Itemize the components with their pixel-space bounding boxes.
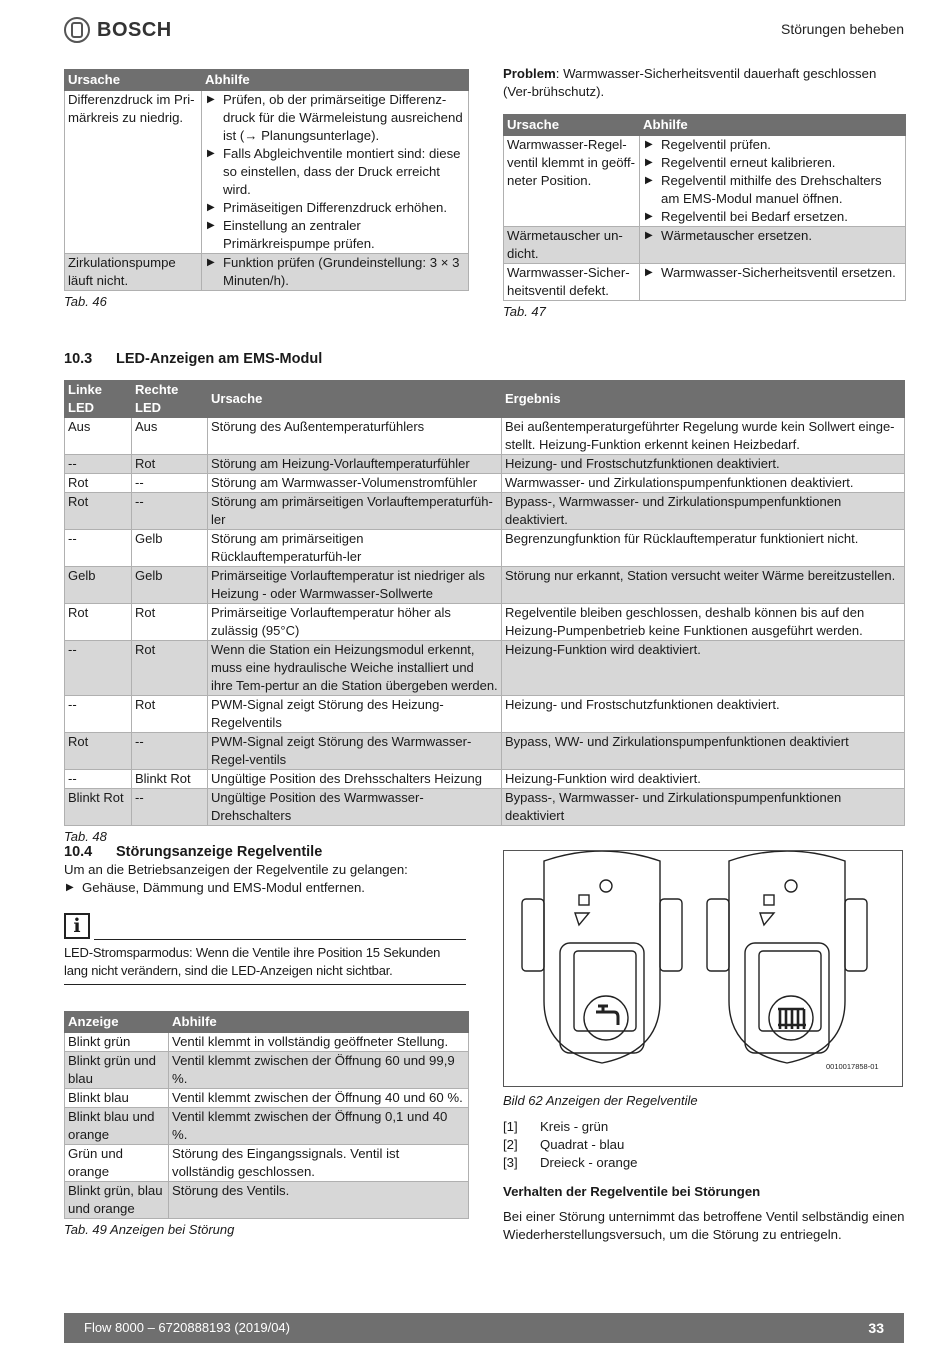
table-row	[504, 227, 906, 264]
tab48-header-left-led: Linke LED	[65, 381, 132, 418]
tab49-block	[64, 1011, 468, 1239]
tab47-block	[503, 114, 905, 321]
valve-figure	[503, 850, 903, 1087]
table-row	[65, 696, 905, 733]
tab49-cell-display: Blinkt grün	[65, 1033, 169, 1052]
legend-item	[503, 1136, 903, 1154]
list-item: ▶ Gehäuse, Dämmung und EMS-Modul entfernen.	[64, 879, 468, 897]
figure-caption: Bild 62 Anzeigen der Regelventile	[503, 1093, 698, 1108]
tab48-cell-cause: PWM-Signal zeigt Störung des Heizung-Regelventils	[208, 696, 502, 733]
tab48-cell-right-led: Rot	[132, 696, 208, 733]
tab48-header-cause: Ursache	[208, 381, 502, 418]
tab48-cell-right-led: Rot	[132, 641, 208, 696]
tab48-cell-left-led: --	[65, 770, 132, 789]
tab48-cell-right-led: Blinkt Rot	[132, 770, 208, 789]
tab48-cell-left-led: Rot	[65, 733, 132, 770]
table-row	[65, 1108, 469, 1145]
list-item: ▶ Funktion prüfen (Grundeinstellung: 3 × 3 Minuten/h).	[205, 254, 465, 290]
tab49-cell-display: Blinkt grün und blau	[65, 1052, 169, 1089]
table-row	[65, 530, 905, 567]
table-row	[65, 493, 905, 530]
table-row	[65, 474, 905, 493]
tab48-cell-left-led: Rot	[65, 493, 132, 530]
legend-number: [1]	[503, 1119, 518, 1134]
list-item: ▶ Regelventil prüfen.	[643, 136, 902, 154]
valve-panel-left	[574, 951, 636, 1031]
tab49-cell-display: Grün und orange	[65, 1145, 169, 1182]
info-icon: i	[64, 913, 90, 939]
tab47-cause: Warmwasser-Sicher-heitsventil defekt.	[504, 264, 640, 301]
valve-drawing	[504, 851, 902, 1086]
tab48-cell-right-led: --	[132, 789, 208, 826]
tab48-cell-left-led: Rot	[65, 474, 132, 493]
tab48-cell-cause: Störung am Warmwasser-Volumenstromfühler	[208, 474, 502, 493]
tab48-cell-cause: Störung am primärseitigen Rücklauftemperaturfüh-ler	[208, 530, 502, 567]
behaviour-title: Verhalten der Regelventile bei Störungen	[503, 1184, 761, 1199]
section-10-4-heading	[64, 843, 468, 861]
tab48-cell-result: Bypass-, Warmwasser- und Zirkulationspumpenfunktionen deaktiviert	[502, 789, 905, 826]
legend-text: Kreis - grün	[540, 1119, 609, 1134]
triangle-indicator	[575, 913, 589, 925]
page-footer	[64, 1313, 904, 1343]
tab48-cell-cause: Störung am primärseitigen Vorlauftemperaturfüh-ler	[208, 493, 502, 530]
list-item: ▶ Regelventil mithilfe des Drehschalters am EMS-Modul manuel öffnen.	[643, 172, 902, 208]
bosch-logo	[64, 16, 172, 44]
tab48-block	[64, 380, 904, 846]
legend-number: [2]	[503, 1137, 518, 1152]
table-row	[65, 1145, 469, 1182]
note-bottom-divider	[64, 984, 466, 985]
tab48-cell-left-led: Aus	[65, 418, 132, 455]
legend-text: Quadrat - blau	[540, 1137, 625, 1152]
tab46-cause: Differenzdruck im Pri-märkreis zu niedrig.	[65, 91, 202, 254]
legend-number: [3]	[503, 1155, 518, 1170]
valve-display-left	[560, 943, 644, 1053]
list-item: ▶ Wärmetauscher ersetzen.	[643, 227, 902, 245]
behaviour-section	[503, 1183, 905, 1244]
tab48-cell-left-led: --	[65, 455, 132, 474]
tab48-cell-right-led: Rot	[132, 455, 208, 474]
list-item: ▶ Regelventil bei Bedarf ersetzen.	[643, 208, 902, 226]
tab47-fix-list	[643, 264, 902, 282]
tab49-cell-fix: Störung des Eingangssignals. Ventil ist vollständig geschlossen.	[169, 1145, 469, 1182]
valve-fitting	[522, 899, 544, 971]
table-row	[65, 770, 905, 789]
tab49-cell-display: Blinkt grün, blau und orange	[65, 1182, 169, 1219]
tab47-cause: Warmwasser-Regel-ventil klemmt in geöff-neter Position.	[504, 136, 640, 227]
problem-desc: : Warmwasser-Sicherheitsventil dauerhaft geschlossen (Ver-brühschutz).	[503, 66, 877, 99]
figure-code: 0010017858-01	[826, 1062, 879, 1071]
tab48-cell-cause: Störung des Außentemperaturfühlers	[208, 418, 502, 455]
tab49-cell-fix: Ventil klemmt zwischen der Öffnung 40 und 60 %.	[169, 1089, 469, 1108]
tab48-cell-result: Regelventile bleiben geschlossen, deshalb können bis auf den Heizung-Pumpenbetrieb keine Funktionen ausgeführt werden.	[502, 604, 905, 641]
tab49-cell-fix: Ventil klemmt in vollständig geöffneter Stellung.	[169, 1033, 469, 1052]
square-indicator	[764, 895, 774, 905]
tab49-cell-fix: Ventil klemmt zwischen der Öffnung 0,1 und 40 %.	[169, 1108, 469, 1145]
table-row	[65, 1033, 469, 1052]
tab46-fix-list	[205, 91, 465, 253]
tab49-header-fix: Abhilfe	[169, 1012, 469, 1033]
legend-item	[503, 1154, 903, 1172]
tab48-cell-cause: PWM-Signal zeigt Störung des Warmwasser-Regel-ventils	[208, 733, 502, 770]
tab48-cell-right-led: Aus	[132, 418, 208, 455]
radiator-icon	[778, 1009, 806, 1029]
circle-indicator	[600, 880, 612, 892]
tab47-header-cause: Ursache	[504, 115, 640, 136]
tab48-header-result: Ergebnis	[502, 381, 905, 418]
tab47-cause: Wärmetauscher un-dicht.	[504, 227, 640, 264]
section-10-3-heading	[64, 350, 322, 368]
tab48-header-right-led: Rechte LED	[132, 381, 208, 418]
table-row	[65, 789, 905, 826]
table-row	[65, 91, 469, 254]
figure-legend	[503, 1118, 903, 1172]
tab48-cell-left-led: Blinkt Rot	[65, 789, 132, 826]
tab46-fix-list	[205, 254, 465, 290]
tab48-cell-left-led: --	[65, 641, 132, 696]
step-list	[64, 879, 468, 897]
table-row	[65, 254, 469, 291]
tab47-fix-list	[643, 136, 902, 226]
tab48-table	[64, 380, 905, 826]
brand-name: BOSCH	[97, 19, 172, 41]
valve-display-right	[745, 943, 829, 1053]
list-item: ▶ Primäseitigen Differenzdruck erhöhen.	[205, 199, 465, 217]
button-ring-left	[584, 996, 628, 1040]
tab48-cell-result: Heizung-Funktion wird deaktiviert.	[502, 770, 905, 789]
list-item: ▶ Regelventil erneut kalibrieren.	[643, 154, 902, 172]
list-item: ▶ Einstellung an zentraler Primärkreispumpe prüfen.	[205, 217, 465, 253]
tab48-cell-result: Begrenzungfunktion für Rücklauftemperatur funktioniert nicht.	[502, 530, 905, 567]
table-row	[65, 418, 905, 455]
table-row	[65, 604, 905, 641]
tab48-caption: Tab. 48	[64, 829, 107, 844]
list-item: ▶ Falls Abgleichventile montiert sind: diese so einstellen, dass der Druck erreicht wird.	[205, 145, 465, 199]
table-row	[65, 1182, 469, 1219]
tab47-caption: Tab. 47	[503, 304, 546, 319]
tab48-cell-right-led: --	[132, 474, 208, 493]
tab48-cell-result: Heizung-Funktion wird deaktiviert.	[502, 641, 905, 696]
tab46-header-fix: Abhilfe	[202, 70, 469, 91]
table-row	[504, 264, 906, 301]
legend-item	[503, 1118, 903, 1136]
list-item: ▶ Warmwasser-Sicherheitsventil ersetzen.	[643, 264, 902, 282]
tap-icon	[596, 1006, 618, 1025]
tab48-cell-right-led: Rot	[132, 604, 208, 641]
tab46-table	[64, 69, 469, 291]
tab49-header-display: Anzeige	[65, 1012, 169, 1033]
tab49-table	[64, 1011, 469, 1219]
tab46-block	[64, 69, 468, 311]
tab49-cell-fix: Ventil klemmt zwischen der Öffnung 60 und 99,9 %.	[169, 1052, 469, 1089]
section-10-4	[64, 843, 468, 897]
valve-fitting	[707, 899, 729, 971]
tab48-cell-right-led: Gelb	[132, 530, 208, 567]
tab48-cell-result: Bypass, WW- und Zirkulationspumpenfunktionen deaktiviert	[502, 733, 905, 770]
tab48-cell-cause: Wenn die Station ein Heizungsmodul erkennt, muss eine hydraulische Weiche installiert und ihre Tem-pertur an die Station übergeben werden.	[208, 641, 502, 696]
section-number: 10.4	[64, 844, 93, 860]
circle-indicator	[785, 880, 797, 892]
table-row	[504, 136, 906, 227]
table-row	[65, 1052, 469, 1089]
tab47-header-fix: Abhilfe	[640, 115, 906, 136]
tab49-cell-fix: Störung des Ventils.	[169, 1182, 469, 1219]
table-row	[65, 567, 905, 604]
table-row	[65, 641, 905, 696]
tab49-cell-display: Blinkt blau	[65, 1089, 169, 1108]
tab46-caption: Tab. 46	[64, 294, 107, 309]
tab48-cell-result: Bypass-, Warmwasser- und Zirkulationspumpenfunktionen deaktiviert.	[502, 493, 905, 530]
section-title: LED-Anzeigen am EMS-Modul	[116, 351, 323, 367]
tab48-cell-cause: Störung am Heizung-Vorlauftemperaturfühler	[208, 455, 502, 474]
info-note	[64, 913, 466, 985]
problem-label: Problem	[503, 66, 556, 81]
tab48-cell-right-led: --	[132, 493, 208, 530]
tab48-cell-left-led: --	[65, 696, 132, 733]
tab48-cell-cause: Primärseitige Vorlauftemperatur höher als zulässig (95°C)	[208, 604, 502, 641]
valve-fitting	[660, 899, 682, 971]
list-item: ▶ Prüfen, ob der primärseitige Differenz-druck für die Wärmeleistung ausreichend ist (→ Planungsunterlage).	[205, 91, 465, 145]
tab48-cell-result: Heizung- und Frostschutzfunktionen deaktiviert.	[502, 455, 905, 474]
valve-panel-right	[759, 951, 821, 1031]
tab48-cell-cause: Primärseitige Vorlauftemperatur ist niedriger als Heizung - oder Warmwasser-Sollwerte	[208, 567, 502, 604]
tab48-cell-cause: Ungültige Position des Warmwasser-Drehschalters	[208, 789, 502, 826]
tab48-cell-left-led: Gelb	[65, 567, 132, 604]
legend-text: Dreieck - orange	[540, 1155, 638, 1170]
tab48-cell-result: Störung nur erkannt, Station versucht weiter Wärme bereitzustellen.	[502, 567, 905, 604]
tab48-cell-left-led: Rot	[65, 604, 132, 641]
note-text: LED-Stromsparmodus: Wenn die Ventile ihre Position 15 Sekunden lang nicht verändern, sind die LED-Anzeigen nicht sichtbar.	[64, 945, 441, 978]
tab46-cause: Zirkulationspumpe läuft nicht.	[65, 254, 202, 291]
triangle-indicator	[760, 913, 774, 925]
table-row	[65, 455, 905, 474]
tab48-cell-left-led: --	[65, 530, 132, 567]
tab48-cell-right-led: Gelb	[132, 567, 208, 604]
section-number: 10.3	[64, 351, 93, 367]
tab47-fix-list	[643, 227, 902, 245]
tab48-cell-right-led: --	[132, 733, 208, 770]
tab49-cell-display: Blinkt blau und orange	[65, 1108, 169, 1145]
section-header: Störungen beheben	[781, 21, 904, 37]
table-row	[65, 733, 905, 770]
valve-fitting	[845, 899, 867, 971]
section-title: Störungsanzeige Regelventile	[116, 844, 323, 860]
problem-text	[503, 65, 905, 101]
bosch-armature-icon	[64, 17, 90, 43]
tab48-cell-result: Warmwasser- und Zirkulationspumpenfunktionen deaktiviert.	[502, 474, 905, 493]
footer-doc-info: Flow 8000 – 6720888193 (2019/04)	[84, 1320, 290, 1335]
behaviour-text: Bei einer Störung unternimmt das betroffene Ventil selbständig einen Wiederherstellungsversuch, um die Störung zu entriegeln.	[503, 1209, 905, 1242]
note-divider	[94, 939, 466, 940]
tab49-caption: Tab. 49 Anzeigen bei Störung	[64, 1222, 235, 1237]
section-intro: Um an die Betriebsanzeigen der Regelventile zu gelangen:	[64, 862, 408, 877]
tab46-header-cause: Ursache	[65, 70, 202, 91]
tab48-cell-cause: Ungültige Position des Drehsschalters Heizung	[208, 770, 502, 789]
square-indicator	[579, 895, 589, 905]
tab48-cell-result: Heizung- und Frostschutzfunktionen deaktiviert.	[502, 696, 905, 733]
page-number: 33	[868, 1320, 884, 1336]
tab48-cell-result: Bei außentemperaturgeführter Regelung wurde kein Sollwert einge-stellt. Heizung-Funktion erkennt keinen Heizbedarf.	[502, 418, 905, 455]
tab47-table	[503, 114, 906, 301]
table-row	[65, 1089, 469, 1108]
